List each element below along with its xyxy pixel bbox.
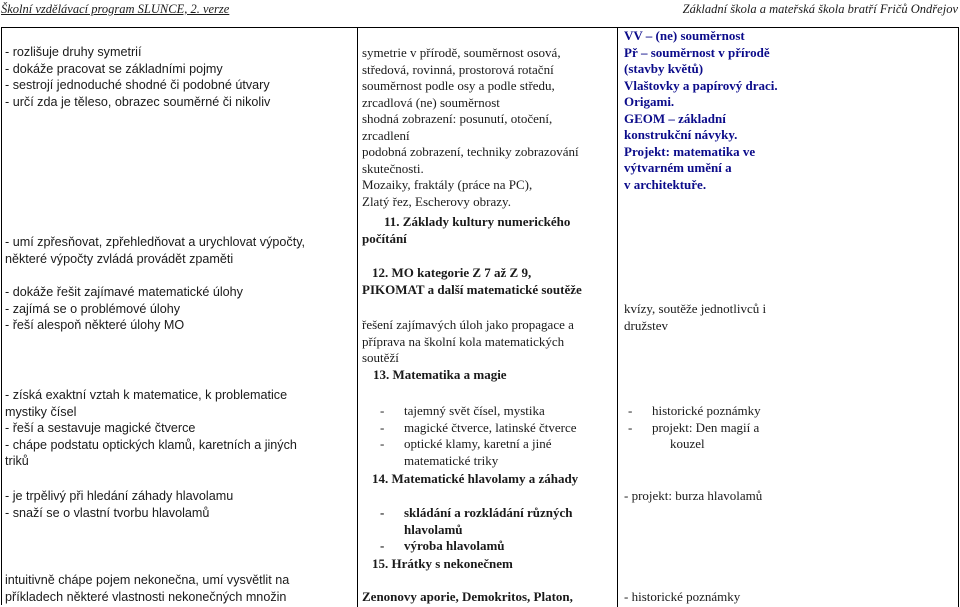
outcomes-infinity: intuitivně chápe pojem nekonečna, umí vysvětlit na příkladech některé vlastnosti nekonečných množin (5, 573, 290, 604)
crosscurricular-magic: - historické poznámky - projekt: Den magií a kouzel (628, 403, 761, 451)
topic-symmetry-desc: symetrie v přírodě, souměrnost osová, středová, rovinná, prostorová rotační souměrnost podle osy a podle středu, zrcadlová (ne) souměrnost shodná zobrazení: posunutí, otočení, zrcadlení podobná zobrazení, techniky zobrazování skutečnosti. Mozaiky, fraktály (práce na PC), Zlatý řez, Escherovy obrazy. (362, 45, 579, 209)
list-item: - historické poznámky (628, 403, 761, 418)
list-item: - skládání a rozkládání různých (380, 505, 573, 520)
column-divider-2 (617, 27, 618, 607)
outcomes-puzzles: - je trpělivý při hledání záhady hlavolamu - snaží se o vlastní tvorbu hlavolamů (5, 489, 234, 520)
topic-12-heading: 12. MO kategorie Z 7 až Z 9, PIKOMAT a další matematické soutěže (362, 265, 582, 297)
topic-13-heading: 13. Matematika a magie (373, 367, 507, 382)
list-item: - projekt: Den magií a (628, 419, 760, 435)
outcomes-olympiad: - dokáže řešit zajímavé matematické úlohy - zajímá se o problémové úlohy - řeší alespoň některé úlohy MO (5, 285, 243, 333)
outcomes-numeric: - umí zpřesňovat, zpřehledňovat a urychlovat výpočty, některé výpočty zvládá provádět zpaměti (5, 235, 306, 266)
topic-15-heading: 15. Hrátky s nekonečnem (372, 556, 513, 571)
crosscurricular-infinity: - historické poznámky (624, 589, 741, 604)
outcomes-magic: - získá exaktní vztah k matematice, k problematice mystiky čísel - řeší a sestavuje magické čtverce - chápe podstatu optických klamů, karetních a jiných triků (5, 388, 297, 469)
crosscurricular-quizzes: kvízy, soutěže jednotlivců i družstev (624, 301, 767, 333)
page-header (0, 0, 960, 20)
list-item: - optické klamy, karetní a jiné (380, 436, 552, 451)
topic-15-subtitle: Zenonovy aporie, Demokritos, Platon, (362, 589, 573, 604)
crosscurricular-puzzles: - projekt: burza hlavolamů (624, 488, 763, 503)
list-item: - magické čtverce, latinské čtverce (380, 419, 577, 435)
list-item: - výroba hlavolamů (380, 538, 505, 553)
topic-13-list: - tajemný svět čísel, mystika - magické čtverce, latinské čtverce - optické klamy, karetní a jiné matematické triky (380, 403, 577, 468)
column-divider-1 (357, 27, 358, 607)
crosscurricular-symmetry: VV – (ne) souměrnost Př – souměrnost v přírodě (stavby květů) Vlaštovky a papírový draci. Origami. GEOM – základní konstrukční návyky. Projekt: matematika ve výtvarném umění a v architektuře. (624, 28, 778, 192)
topic-14-heading: 14. Matematické hlavolamy a záhady (372, 471, 579, 486)
column-divider-3 (958, 27, 959, 607)
topic-14-list: - skládání a rozkládání různých hlavolamů - výroba hlavolamů (380, 505, 573, 553)
header-left: Školní vzdělávací program SLUNCE, 2. verze (1, 2, 230, 16)
topic-12-desc: řešení zajímavých úloh jako propagace a příprava na školní kola matematických soutěží (362, 317, 574, 365)
header-right: Základní škola a mateřská škola bratří Fričů Ondřejov (682, 2, 958, 16)
outcomes-symmetry: - rozlišuje druhy symetrií - dokáže pracovat se základními pojmy - sestrojí jednoduché shodné či podobné útvary - určí zda je těleso, obrazec souměrné či nikoliv (5, 45, 271, 109)
list-item: - tajemný svět čísel, mystika (380, 403, 545, 418)
topic-11-heading: 11. Základy kultury numerického počítání (362, 214, 571, 246)
